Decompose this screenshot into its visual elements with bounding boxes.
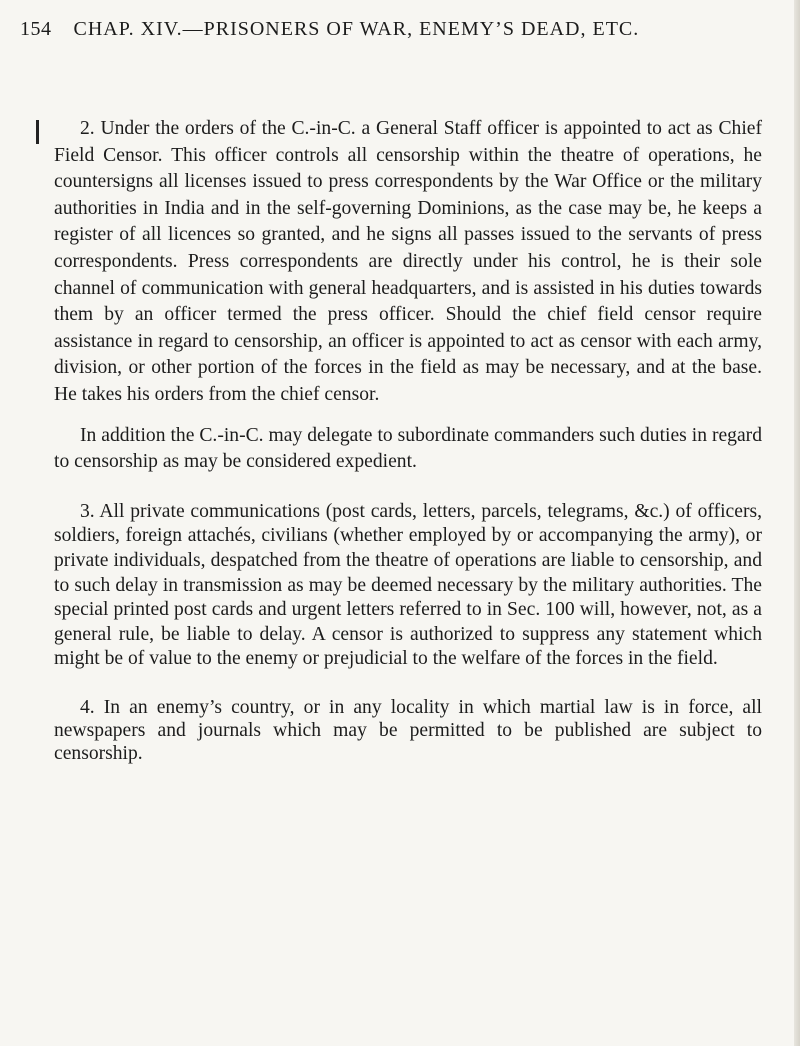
page-edge-shadow xyxy=(794,0,800,1046)
running-head xyxy=(20,18,780,41)
margin-rule xyxy=(36,120,39,144)
paragraph-2: 2. Under the orders of the C.-in-C. a General Staff officer is appointed to act as Chief Field Censor. This officer controls all censorship within the theatre of operations, he countersigns all licenses issued to press correspondents by the War Office or the military authorities in India and in the self-governing Dominions, as the case may be, he keeps a register of all licences so granted, and he signs all passes issued to the servants of press correspondents. Press correspondents are directly under his control, he is their sole channel of communication with general headquarters, and is assisted in his duties towards them by an officer termed the press officer. Should the chief field censor require assistance in regard to censorship, an officer is appointed to act as censor with each army, division, or other portion of the forces in the field as may be necessary, and at the base. He takes his orders from the chief censor. xyxy=(54,118,762,405)
paragraph-2-continuation: In addition the C.-in-C. may delegate to subordinate commanders such duties in regard to censorship as may be considered expedient. xyxy=(54,424,762,473)
page-number: 154 xyxy=(20,18,52,40)
paragraph-4: 4. In an enemy’s country, or in any locality in which martial law is in force, all newspapers and journals which may be permitted to be published are subject to censorship. xyxy=(54,696,762,764)
chapter-running-title: CHAP. XIV.—PRISONERS OF WAR, ENEMY’S DEAD, ETC. xyxy=(73,18,640,40)
body-text xyxy=(54,116,762,765)
paragraph-3: 3. All private communications (post cards, letters, parcels, telegrams, &c.) of officers, soldiers, foreign attachés, civilians (whether employed by or accompanying the army), or private individuals, despatched from the theatre of operations are liable to censorship, and to such delay in transmission as may be deemed necessary by the military authorities. The special printed post cards and urgent letters referred to in Sec. 100 will, however, not, as a general rule, be liable to delay. A censor is authorized to suppress any statement which might be of value to the enemy or prejudicial to the welfare of the forces in the field. xyxy=(54,500,762,670)
